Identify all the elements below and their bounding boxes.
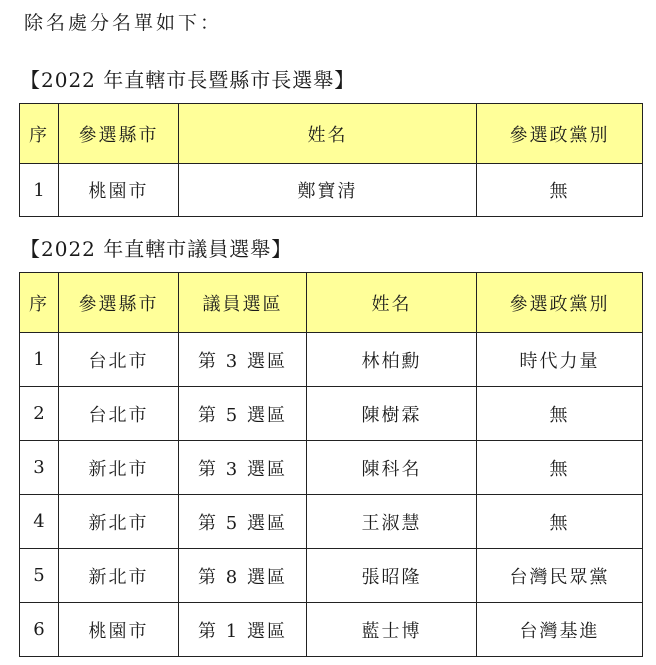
header-index: 序	[20, 273, 59, 333]
cell-district: 第 5 選區	[179, 495, 307, 549]
cell-district: 第 8 選區	[179, 549, 307, 603]
cell-city: 新北市	[59, 441, 179, 495]
cell-party: 無	[477, 387, 643, 441]
header-city: 參選縣市	[59, 104, 179, 164]
section-title-council: 【2022 年直轄市議員選舉】	[20, 237, 293, 261]
cell-name: 鄭寶清	[179, 164, 477, 217]
cell-district: 第 5 選區	[179, 387, 307, 441]
cell-index: 6	[20, 603, 59, 657]
cell-party: 無	[477, 164, 643, 217]
table-row	[20, 333, 643, 387]
section-title-mayor: 【2022 年直轄市長暨縣市長選舉】	[20, 68, 356, 92]
cell-city: 桃園市	[59, 164, 179, 217]
cell-district: 第 1 選區	[179, 603, 307, 657]
cell-name: 陳科名	[307, 441, 477, 495]
table-row	[20, 387, 643, 441]
header-name: 姓名	[307, 273, 477, 333]
cell-index: 2	[20, 387, 59, 441]
cell-name: 張昭隆	[307, 549, 477, 603]
cell-name: 陳樹霖	[307, 387, 477, 441]
table-header-row	[20, 273, 643, 333]
cell-index: 5	[20, 549, 59, 603]
cell-name: 林柏勳	[307, 333, 477, 387]
cell-index: 3	[20, 441, 59, 495]
cell-index: 4	[20, 495, 59, 549]
table-row	[20, 495, 643, 549]
cell-name: 王淑慧	[307, 495, 477, 549]
cell-city: 桃園市	[59, 603, 179, 657]
cell-party: 無	[477, 441, 643, 495]
mayor-table	[19, 103, 643, 217]
cell-index: 1	[20, 333, 59, 387]
cell-index: 1	[20, 164, 59, 217]
header-index: 序	[20, 104, 59, 164]
cell-city: 新北市	[59, 495, 179, 549]
header-city: 參選縣市	[59, 273, 179, 333]
table-row	[20, 603, 643, 657]
cell-district: 第 3 選區	[179, 441, 307, 495]
cell-city: 台北市	[59, 387, 179, 441]
table-row	[20, 549, 643, 603]
cell-party: 台灣基進	[477, 603, 643, 657]
cell-district: 第 3 選區	[179, 333, 307, 387]
table-header-row	[20, 104, 643, 164]
cell-party: 時代力量	[477, 333, 643, 387]
header-name: 姓名	[179, 104, 477, 164]
header-party: 參選政黨別	[477, 104, 643, 164]
header-party: 參選政黨別	[477, 273, 643, 333]
table-row	[20, 164, 643, 217]
intro-text: 除名處分名單如下：	[24, 12, 223, 34]
cell-name: 藍士博	[307, 603, 477, 657]
cell-city: 台北市	[59, 333, 179, 387]
cell-party: 台灣民眾黨	[477, 549, 643, 603]
table-row	[20, 441, 643, 495]
cell-city: 新北市	[59, 549, 179, 603]
cell-party: 無	[477, 495, 643, 549]
council-table	[19, 272, 643, 657]
header-district: 議員選區	[179, 273, 307, 333]
